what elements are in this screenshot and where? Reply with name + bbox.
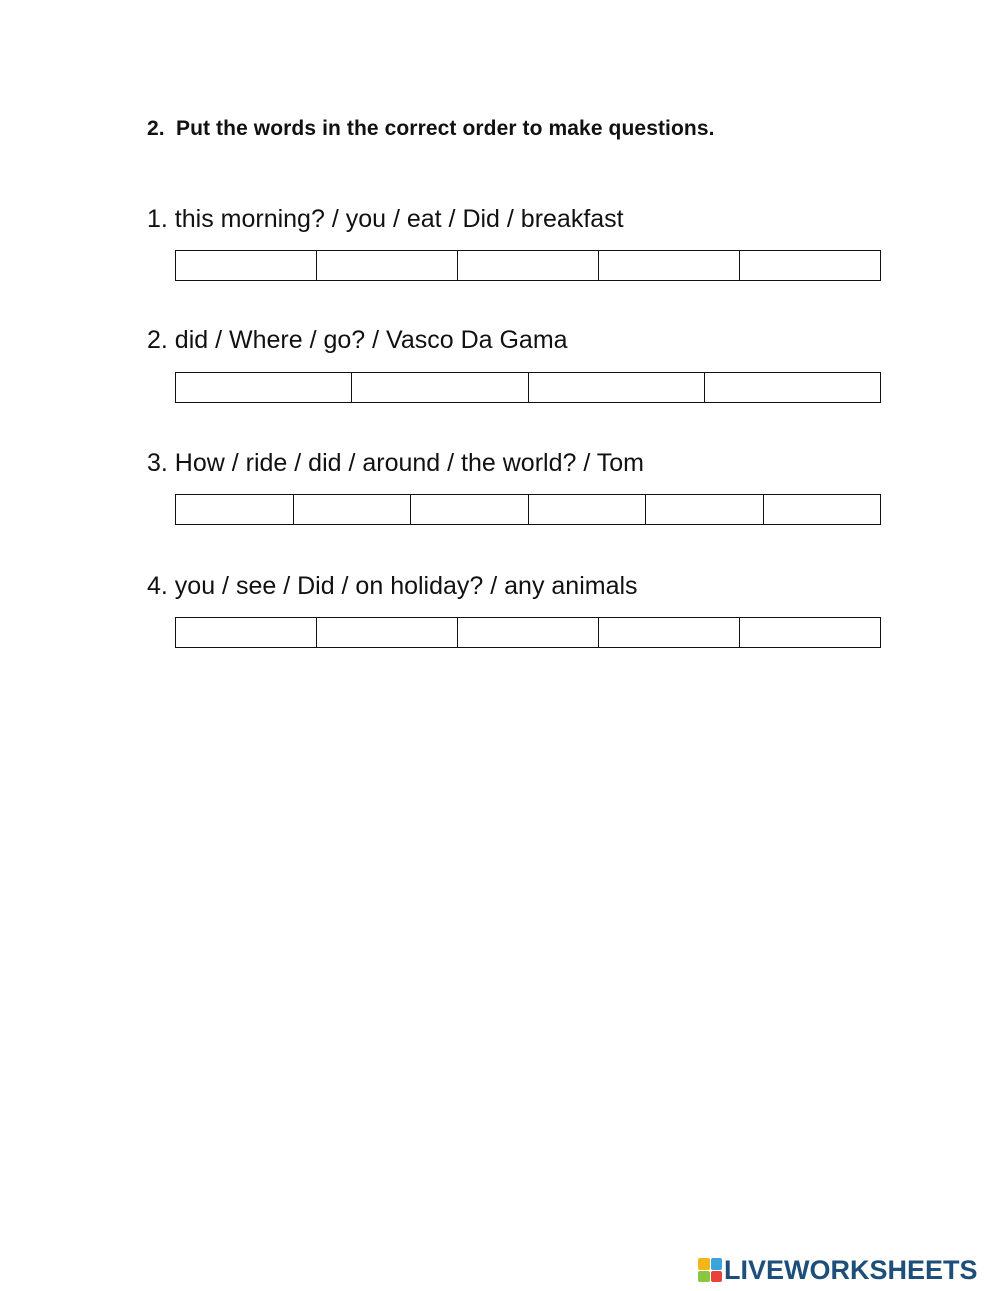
answer-box[interactable]: [599, 251, 740, 280]
answer-box[interactable]: [317, 618, 458, 647]
logo-square-2: [711, 1258, 723, 1270]
answer-box[interactable]: [529, 373, 705, 402]
logo-square-1: [698, 1258, 710, 1270]
exercise-instruction: Put the words in the correct order to make questions.: [176, 117, 715, 140]
exercise-heading: [147, 117, 715, 141]
answer-box[interactable]: [458, 618, 599, 647]
answer-box[interactable]: [176, 251, 317, 280]
answer-row-2: [175, 372, 881, 403]
answer-row-1: [175, 250, 881, 281]
logo-square-3: [698, 1271, 710, 1283]
answer-box[interactable]: [411, 495, 529, 524]
answer-box[interactable]: [646, 495, 764, 524]
question-4-text: 4. you / see / Did / on holiday? / any animals: [147, 572, 638, 600]
answer-box[interactable]: [176, 373, 352, 402]
question-1-text: 1. this morning? / you / eat / Did / breakfast: [147, 205, 624, 233]
answer-box[interactable]: [740, 251, 880, 280]
liveworksheets-logo: [698, 1255, 978, 1285]
answer-box[interactable]: [317, 251, 458, 280]
answer-box[interactable]: [294, 495, 412, 524]
answer-box[interactable]: [458, 251, 599, 280]
answer-box[interactable]: [705, 373, 880, 402]
answer-box[interactable]: [740, 618, 880, 647]
liveworksheets-logo-icon: [698, 1258, 722, 1282]
answer-row-4: [175, 617, 881, 648]
answer-box[interactable]: [599, 618, 740, 647]
answer-box[interactable]: [529, 495, 647, 524]
answer-box[interactable]: [176, 495, 294, 524]
logo-square-4: [711, 1271, 723, 1283]
answer-box[interactable]: [352, 373, 528, 402]
question-3-text: 3. How / ride / did / around / the world? / Tom: [147, 449, 645, 477]
question-2-text: 2. did / Where / go? / Vasco Da Gama: [147, 326, 568, 354]
answer-box[interactable]: [764, 495, 881, 524]
exercise-number: 2.: [147, 117, 165, 140]
answer-row-3: [175, 494, 881, 525]
brand-name: LIVEWORKSHEETS: [724, 1254, 978, 1285]
answer-box[interactable]: [176, 618, 317, 647]
